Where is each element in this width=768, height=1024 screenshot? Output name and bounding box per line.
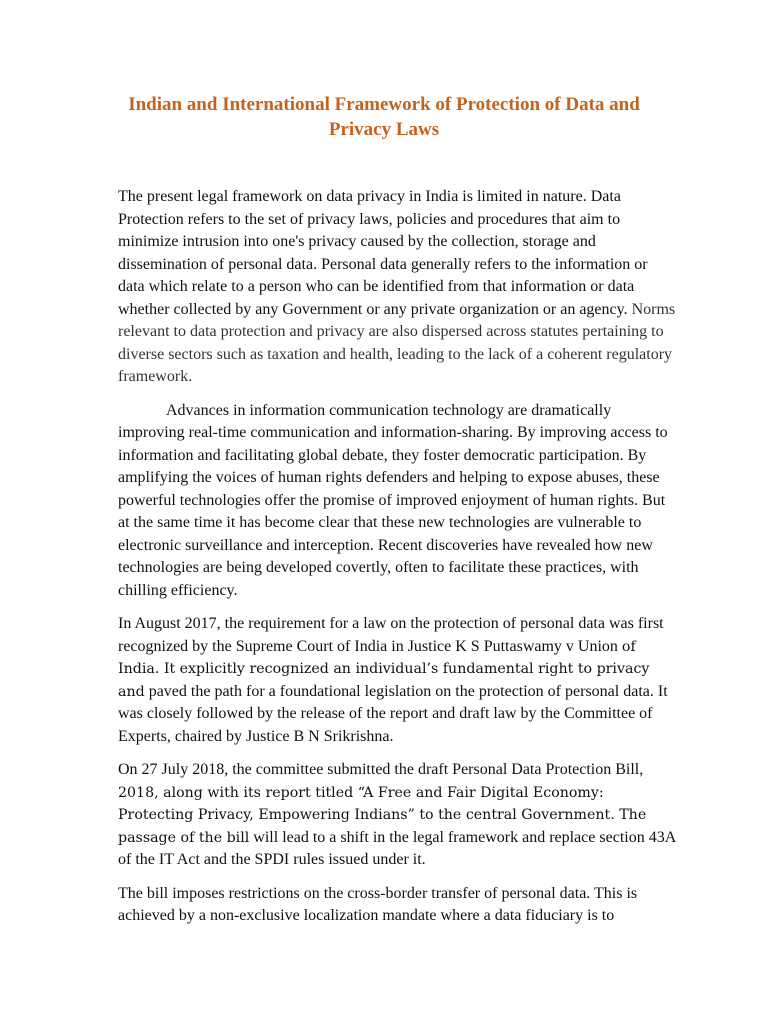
paragraph-1 (118, 186, 678, 389)
document-title: Indian and International Framework of Protection of Data and Privacy Laws (128, 94, 640, 140)
paragraph-2: Advances in information communication technology are dramatically improving real-time communication and information-sharing. By improving access to information and facilitating global debate, they foster democratic participation. By amplifying the voices of human rights defenders and helping to expose abuses, these powerful technologies offer the promise of improved enjoyment of human rights. But at the same time it has become clear that these new technologies are vulnerable to electronic surveillance and interception. Recent discoveries have revealed how new technologies are being developed covertly, often to facilitate these practices, with chilling efficiency. (118, 401, 668, 599)
paragraph-4-part-b: 2018, along with its report titled “A Free and Fair Digital Economy: Protecting Privacy, Empowering Indians” to the central Government. The passage of the bill (118, 784, 647, 846)
paragraph-4-part-c: will lead to a shift in the legal framework and replace section 43A of the IT Act and the SPDI rules issued under it. (118, 828, 676, 868)
document-body (118, 186, 678, 939)
paragraph-5: The bill imposes restrictions on the cross-border transfer of personal data. This is achieved by a non-exclusive localization mandate where a data fiduciary is to (118, 884, 638, 924)
paragraph-3-part-a: In August 2017, the requirement for a law on the protection of personal data was first recognized by the Supreme Court of India in Justice K S Puttaswamy v Union (118, 615, 664, 655)
paragraph-3-part-b: of India. It explicitly recognized an individual’s fundamental right to privacy and (118, 638, 650, 700)
paragraph-4-part-a: On 27 July 2018, the committee submitted the draft Personal Data Protection Bill, (118, 761, 644, 778)
paragraph-3-part-c: paved the path for a foundational legislation on the protection of personal data. It was closely followed by the release of the report and draft law by the Committee of Experts, chaired by Justice B N Srikrishna. (118, 682, 668, 745)
paragraph-1-part-b: Norms relevant to data protection and privacy are also dispersed across statutes pertaining to diverse sectors such as taxation and health, leading to the lack of a coherent regulatory framework. (118, 300, 676, 385)
paragraph-1-part-a: The present legal framework on data privacy in India is limited in nature. Data Protection refers to the set of privacy laws, policies and procedures that aim to minimize intrusion into one's privacy caused by the collection, storage and dissemination of personal data. Personal data generally refers to the information or data which relate to a person who can be identified from that information or data whether collected by any Government or any private organization or an agency. (118, 188, 648, 318)
paragraph-3 (118, 613, 678, 748)
paragraph-4 (118, 759, 678, 872)
